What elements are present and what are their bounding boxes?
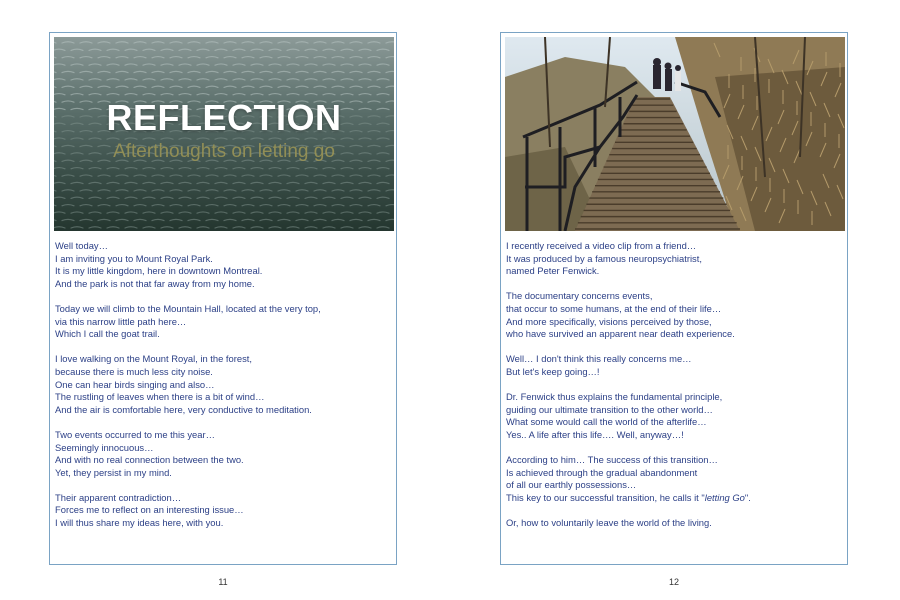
text-line: And with no real connection between the two. [55, 454, 244, 466]
text-line: Today we will climb to the Mountain Hall, located at the very top, [55, 302, 321, 314]
text-line: Which I call the goat trail. [55, 328, 160, 340]
text-line: Well today… [55, 240, 108, 251]
text-line: I will thus share my ideas here, with you. [55, 517, 224, 529]
text-line: According to him… The success of this transition… [506, 454, 718, 466]
right-page [500, 32, 848, 565]
text-line: named Peter Fenwick. [506, 265, 600, 277]
text-line: Yes.. A life after this life…. Well, anyway…! [506, 428, 684, 440]
paragraph [506, 240, 844, 278]
text-line: It was produced by a famous neuropsychiatrist, [506, 252, 702, 264]
text-line: who have survived an apparent near death experience. [506, 328, 735, 340]
forest-stairs-photo [505, 37, 845, 231]
text-line: via this narrow little path here… [55, 315, 187, 327]
text-line: What some would call the world of the afterlife… [506, 416, 707, 428]
water-reflection-photo [54, 37, 394, 231]
paragraph [55, 303, 393, 341]
page-subtitle: Afterthoughts on letting go [113, 141, 335, 162]
paragraph [506, 290, 844, 340]
forest-stairs-image [505, 37, 845, 231]
text-line: One can hear birds singing and also… [55, 378, 215, 390]
text-line: And more specifically, visions perceived by those, [506, 315, 712, 327]
text-line: of all our earthly possessions… [506, 479, 637, 491]
paragraph [55, 240, 393, 290]
text-line: Two events occurred to me this year… [55, 428, 215, 440]
text-line: And the park is not that far away from my home. [55, 277, 255, 289]
text-line: And the air is comfortable here, very conductive to meditation. [55, 403, 312, 415]
text-line: guiding our ultimate transition to the other world… [506, 403, 713, 415]
text-line: Forces me to reflect on an interesting issue… [55, 504, 244, 516]
text-line: Or, how to voluntarily leave the world of the living. [506, 517, 712, 529]
key-text-line [506, 492, 844, 505]
left-page [49, 32, 397, 565]
left-body-text [55, 240, 393, 542]
paragraph [55, 429, 393, 479]
page-number-right: 12 [668, 577, 679, 587]
text-line: Dr. Fenwick thus explains the fundamental principle, [506, 391, 723, 403]
text-line: But let's keep going…! [506, 365, 600, 377]
text-line: The documentary concerns events, [506, 290, 653, 302]
key-line-suffix: ". [744, 491, 751, 503]
closing-paragraph [506, 517, 844, 530]
text-line: It is my little kingdom, here in downtown Montreal. [55, 265, 263, 277]
text-line: The rustling of leaves when there is a bit of wind… [55, 391, 265, 403]
text-line: Seemingly innocuous… [55, 441, 154, 453]
text-line: I am inviting you to Mount Royal Park. [55, 252, 213, 264]
right-body-text [506, 240, 844, 542]
text-line: Is achieved through the gradual abandonment [506, 466, 698, 478]
paragraph [55, 353, 393, 416]
paragraph [506, 353, 844, 378]
paragraph [55, 492, 393, 530]
text-line: Well… I don't think this really concerns me… [506, 353, 692, 365]
text-line: Yet, they persist in my mind. [55, 466, 172, 478]
page-title: REFLECTION [106, 97, 342, 138]
text-line: I love walking on the Mount Royal, in the forest, [55, 353, 252, 365]
text-line: that occur to some humans, at the end of their life… [506, 302, 722, 314]
text-line: because there is much less city noise. [55, 365, 213, 377]
key-line-emphasis: letting Go [704, 491, 745, 503]
paragraph [506, 454, 844, 504]
page-number-left: 11 [218, 577, 228, 587]
text-line: Their apparent contradiction… [55, 491, 182, 503]
text-line: I recently received a video clip from a friend… [506, 240, 697, 251]
paragraph [506, 391, 844, 441]
key-line-prefix: This key to our successful transition, he calls it " [506, 491, 705, 503]
